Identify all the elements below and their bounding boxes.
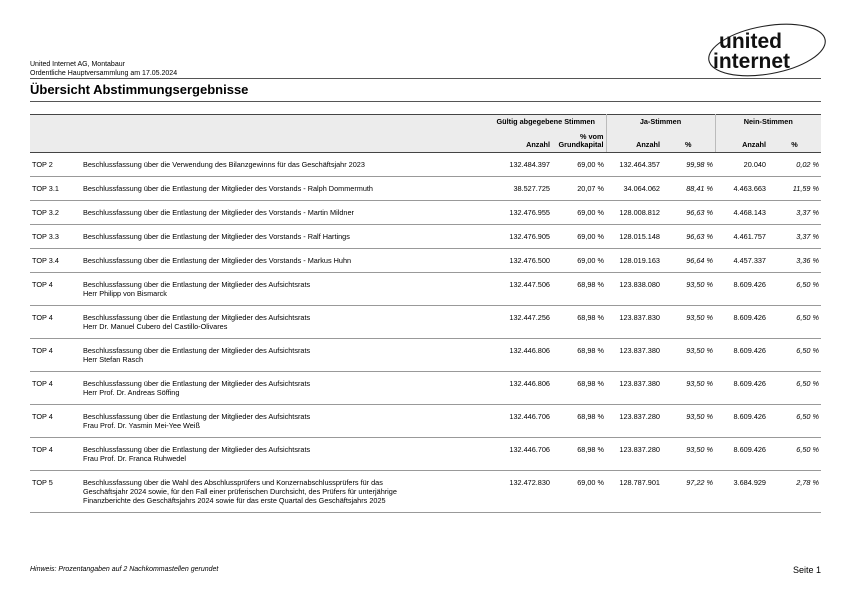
meeting-line: Ordentliche Hauptversammlung am 17.05.2024 — [30, 70, 178, 77]
no-votes-pct: 6,50 % — [768, 339, 821, 372]
description-line: Beschlussfassung über die Entlastung der Mitglieder des Vorstands - Martin Mildner — [83, 208, 354, 217]
pct-of-capital: 69,00 % — [552, 249, 606, 273]
header-row-groups — [30, 115, 821, 128]
pct-of-capital: 69,00 % — [552, 153, 606, 177]
yes-votes-pct: 96,64 % — [662, 249, 715, 273]
no-votes-pct: 6,50 % — [768, 273, 821, 306]
rounding-note: Hinweis: Prozentangaben auf 2 Nachkommastellen gerundet — [30, 566, 219, 573]
no-votes-count: 4.468.143 — [715, 201, 768, 225]
yes-votes-count: 123.837.380 — [606, 372, 662, 405]
description-line: Beschlussfassung über die Entlastung der Mitglieder des Aufsichtsrats — [83, 280, 311, 289]
valid-votes-count: 132.446.806 — [486, 339, 552, 372]
description-line: Beschlussfassung über die Entlastung der Mitglieder des Vorstands - Markus Huhn — [83, 256, 352, 265]
header-no-votes: Nein-Stimmen — [715, 115, 821, 128]
header-valid-votes: Gültig abgegebene Stimmen — [486, 115, 606, 128]
agenda-item: TOP 4 — [30, 405, 81, 438]
description-line: Beschlussfassung über die Entlastung der Mitglieder des Vorstands - Ralph Dommermuth — [83, 184, 373, 193]
resolution-description — [81, 339, 486, 372]
pct-of-capital: 20,07 % — [552, 177, 606, 201]
yes-votes-count: 128.015.148 — [606, 225, 662, 249]
no-votes-pct: 6,50 % — [768, 438, 821, 471]
yes-votes-pct: 93,50 % — [662, 306, 715, 339]
header-blank — [30, 115, 486, 128]
no-votes-pct: 6,50 % — [768, 306, 821, 339]
table-row — [30, 339, 821, 372]
agenda-item: TOP 3.2 — [30, 201, 81, 225]
resolution-description — [81, 201, 486, 225]
pct-of-capital: 68,98 % — [552, 438, 606, 471]
yes-votes-pct: 88,41 % — [662, 177, 715, 201]
yes-votes-pct: 93,50 % — [662, 438, 715, 471]
table-row — [30, 225, 821, 249]
no-votes-pct: 3,37 % — [768, 201, 821, 225]
agenda-item: TOP 4 — [30, 372, 81, 405]
header-row-sub — [30, 127, 821, 153]
resolution-description — [81, 177, 486, 201]
pct-of-capital: 69,00 % — [552, 225, 606, 249]
header-blank-2 — [30, 127, 486, 153]
description-line: Beschlussfassung über die Entlastung der Mitglieder des Vorstands - Ralf Hartings — [83, 232, 350, 241]
table-row — [30, 249, 821, 273]
no-votes-count: 3.684.929 — [715, 471, 768, 513]
description-line: Herr Prof. Dr. Andreas Söffing — [83, 388, 180, 397]
header-yes-votes: Ja-Stimmen — [606, 115, 715, 128]
resolution-description — [81, 225, 486, 249]
no-votes-pct: 3,37 % — [768, 225, 821, 249]
no-votes-count: 20.040 — [715, 153, 768, 177]
no-votes-pct: 6,50 % — [768, 405, 821, 438]
pct-of-capital: 68,98 % — [552, 405, 606, 438]
table-row — [30, 201, 821, 225]
yes-votes-pct: 93,50 % — [662, 339, 715, 372]
agenda-item: TOP 4 — [30, 306, 81, 339]
valid-votes-count: 132.446.706 — [486, 438, 552, 471]
yes-votes-count: 123.837.280 — [606, 405, 662, 438]
yes-votes-pct: 93,50 % — [662, 372, 715, 405]
agenda-item: TOP 5 — [30, 471, 81, 513]
resolution-description — [81, 471, 486, 513]
resolution-description — [81, 372, 486, 405]
yes-votes-pct: 99,98 % — [662, 153, 715, 177]
page-title: Übersicht Abstimmungsergebnisse — [30, 82, 249, 97]
description-line: Beschlussfassung über die Entlastung der Mitglieder des Aufsichtsrats — [83, 346, 311, 355]
yes-votes-count: 123.837.830 — [606, 306, 662, 339]
yes-votes-count: 123.837.280 — [606, 438, 662, 471]
resolution-description — [81, 405, 486, 438]
table-row — [30, 372, 821, 405]
no-votes-count: 8.609.426 — [715, 405, 768, 438]
yes-votes-count: 123.838.080 — [606, 273, 662, 306]
no-votes-count: 8.609.426 — [715, 273, 768, 306]
agenda-item: TOP 3.4 — [30, 249, 81, 273]
resolution-description — [81, 273, 486, 306]
valid-votes-count: 132.447.256 — [486, 306, 552, 339]
yes-votes-count: 128.019.163 — [606, 249, 662, 273]
yes-votes-count: 123.837.380 — [606, 339, 662, 372]
description-line: Finanzberichte des Geschäftsjahrs 2024 sowie für das erste Quartal des Geschäftsjahrs 2025 — [83, 496, 386, 505]
header-yes-count: Anzahl — [606, 127, 662, 153]
table-row — [30, 471, 821, 513]
no-votes-pct: 11,59 % — [768, 177, 821, 201]
no-votes-count: 8.609.426 — [715, 339, 768, 372]
no-votes-pct: 0,02 % — [768, 153, 821, 177]
yes-votes-count: 34.064.062 — [606, 177, 662, 201]
valid-votes-count: 132.484.397 — [486, 153, 552, 177]
header-pct-capital: % vom Grundkapital — [552, 127, 606, 153]
header-yes-pct: % — [662, 127, 715, 153]
united-internet-logo — [705, 20, 827, 80]
table-row — [30, 438, 821, 471]
valid-votes-count: 132.476.500 — [486, 249, 552, 273]
pct-of-capital: 68,98 % — [552, 372, 606, 405]
yes-votes-pct: 96,63 % — [662, 225, 715, 249]
resolution-description — [81, 438, 486, 471]
description-line: Beschlussfassung über die Entlastung der Mitglieder des Aufsichtsrats — [83, 445, 311, 454]
yes-votes-pct: 93,50 % — [662, 273, 715, 306]
yes-votes-count: 128.787.901 — [606, 471, 662, 513]
voting-results-table — [30, 114, 821, 513]
no-votes-count: 4.461.757 — [715, 225, 768, 249]
table-row — [30, 177, 821, 201]
agenda-item: TOP 3.3 — [30, 225, 81, 249]
description-line: Herr Stefan Rasch — [83, 355, 144, 364]
description-line: Frau Prof. Dr. Franca Ruhwedel — [83, 454, 187, 463]
pct-of-capital: 68,98 % — [552, 339, 606, 372]
valid-votes-count: 132.446.806 — [486, 372, 552, 405]
header-valid-count: Anzahl — [486, 127, 552, 153]
yes-votes-count: 128.008.812 — [606, 201, 662, 225]
description-line: Beschlussfassung über die Entlastung der Mitglieder des Aufsichtsrats — [83, 313, 311, 322]
page-number: Seite 1 — [792, 565, 821, 575]
description-line: Frau Prof. Dr. Yasmin Mei-Yee Weiß — [83, 421, 200, 430]
no-votes-count: 8.609.426 — [715, 372, 768, 405]
valid-votes-count: 38.527.725 — [486, 177, 552, 201]
no-votes-pct: 3,36 % — [768, 249, 821, 273]
table-row — [30, 306, 821, 339]
no-votes-count: 8.609.426 — [715, 306, 768, 339]
svg-text:united: united — [719, 30, 782, 53]
agenda-item: TOP 2 — [30, 153, 81, 177]
description-line: Beschlussfassung über die Wahl des Abschlussprüfers und Konzernabschlussprüfers für das — [83, 478, 383, 487]
title-divider — [30, 101, 821, 102]
valid-votes-count: 132.446.706 — [486, 405, 552, 438]
header-divider — [30, 78, 821, 79]
resolution-description — [81, 249, 486, 273]
yes-votes-count: 132.464.357 — [606, 153, 662, 177]
pct-of-capital: 68,98 % — [552, 273, 606, 306]
resolution-description — [81, 306, 486, 339]
description-line: Beschlussfassung über die Verwendung des Bilanzgewinns für das Geschäftsjahr 2023 — [83, 160, 365, 169]
svg-text:internet: internet — [713, 50, 791, 73]
company-line: United Internet AG, Montabaur — [30, 61, 125, 68]
valid-votes-count: 132.476.955 — [486, 201, 552, 225]
description-line: Beschlussfassung über die Entlastung der Mitglieder des Aufsichtsrats — [83, 379, 311, 388]
no-votes-pct: 2,78 % — [768, 471, 821, 513]
no-votes-count: 4.463.663 — [715, 177, 768, 201]
header-no-count: Anzahl — [715, 127, 768, 153]
resolution-description — [81, 153, 486, 177]
pct-of-capital: 69,00 % — [552, 201, 606, 225]
yes-votes-pct: 93,50 % — [662, 405, 715, 438]
no-votes-count: 8.609.426 — [715, 438, 768, 471]
agenda-item: TOP 4 — [30, 438, 81, 471]
agenda-item: TOP 3.1 — [30, 177, 81, 201]
table-row — [30, 405, 821, 438]
yes-votes-pct: 96,63 % — [662, 201, 715, 225]
valid-votes-count: 132.447.506 — [486, 273, 552, 306]
valid-votes-count: 132.472.830 — [486, 471, 552, 513]
pct-of-capital: 69,00 % — [552, 471, 606, 513]
agenda-item: TOP 4 — [30, 339, 81, 372]
description-line: Herr Dr. Manuel Cubero del Castillo-Olivares — [83, 322, 228, 331]
description-line: Beschlussfassung über die Entlastung der Mitglieder des Aufsichtsrats — [83, 412, 311, 421]
description-line: Herr Philipp von Bismarck — [83, 289, 167, 298]
no-votes-pct: 6,50 % — [768, 372, 821, 405]
table-row — [30, 273, 821, 306]
agenda-item: TOP 4 — [30, 273, 81, 306]
table-row — [30, 153, 821, 177]
no-votes-count: 4.457.337 — [715, 249, 768, 273]
yes-votes-pct: 97,22 % — [662, 471, 715, 513]
description-line: Geschäftsjahr 2024 sowie, für den Fall einer prüferischen Durchsicht, des Prüfers für unterjährige — [83, 487, 397, 496]
valid-votes-count: 132.476.905 — [486, 225, 552, 249]
pct-of-capital: 68,98 % — [552, 306, 606, 339]
header-no-pct: % — [768, 127, 821, 153]
